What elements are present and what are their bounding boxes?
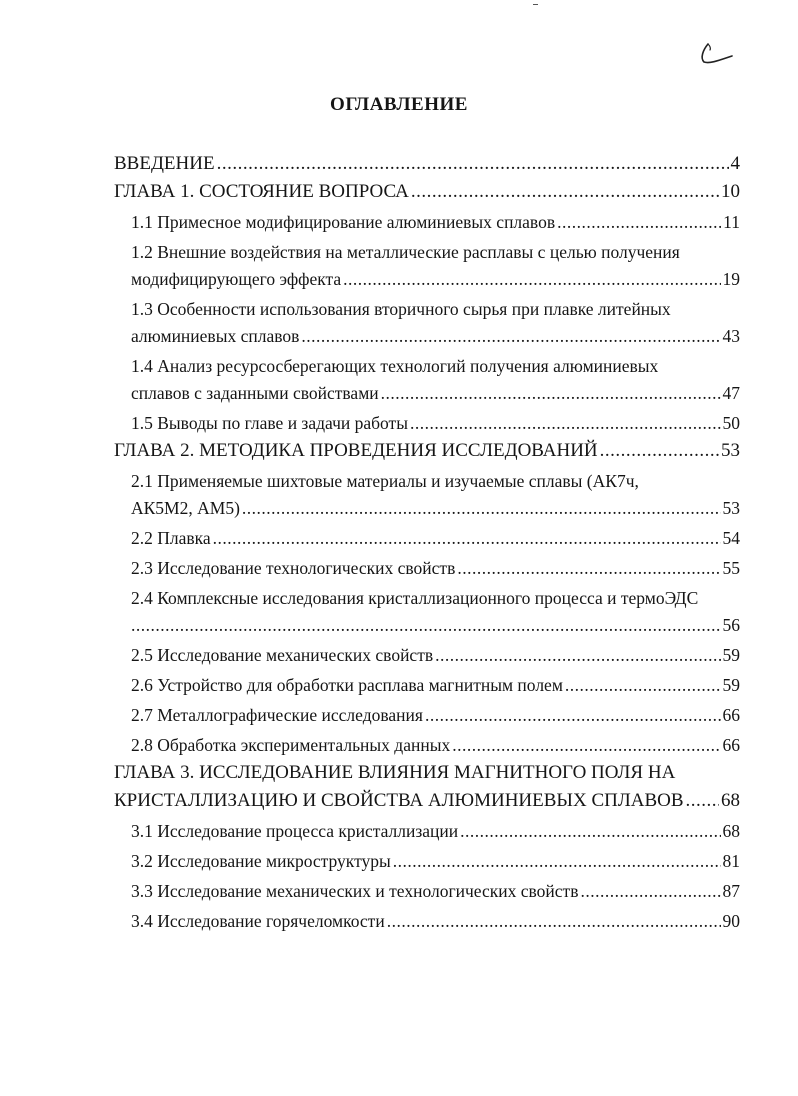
dot-leader [600,437,719,465]
toc-entry-chapter-3[interactable] [114,759,740,815]
toc-page-number: 53 [721,440,740,461]
toc-page-number: 55 [722,558,740,578]
toc-page-number: 59 [722,675,740,695]
toc-entry-2-1[interactable] [114,468,740,522]
toc-entry-title-line2: АК5М2, АМ5) [131,498,240,518]
page-title: ОГЛАВЛЕНИЕ [330,94,468,115]
toc-entry-3-3[interactable] [114,878,740,905]
toc-entry-3-4[interactable] [114,908,740,935]
toc-entry-3-2[interactable] [114,848,740,875]
toc-entry-title-line1: 2.4 Комплексные исследования кристаллизационного процесса и термоЭДС [131,588,699,608]
toc-entry-2-6[interactable] [114,672,740,699]
dot-leader [393,848,721,875]
dot-leader [460,818,720,845]
toc-page-number: 11 [723,212,740,232]
toc-page-number: 81 [722,851,740,871]
toc-entry-2-4[interactable] [114,585,740,639]
toc-page-number: 68 [722,821,740,841]
toc-entry-title: 2.2 Плавка [131,528,211,548]
toc-page-number: 4 [730,153,740,174]
toc-page-number: 87 [722,881,740,901]
toc-page-number: 68 [721,790,740,811]
dot-leader [565,672,721,699]
toc-entry-1-3[interactable] [114,296,740,350]
toc-entry-title: 3.2 Исследование микроструктуры [131,851,391,871]
toc-page-number: 59 [722,645,740,665]
toc-entry-2-7[interactable] [114,702,740,729]
toc-entry-chapter-2[interactable] [114,437,740,465]
dot-leader [217,150,729,178]
dot-leader [457,555,720,582]
toc-entry-title-line1: 2.1 Применяемые шихтовые материалы и изучаемые сплавы (АК7ч, [131,471,639,491]
toc-entry-1-1[interactable] [114,209,740,236]
toc-page-number: 19 [722,269,740,289]
toc-entry-chapter-1[interactable] [114,178,740,206]
toc-entry-title: ГЛАВА 1. СОСТОЯНИЕ ВОПРОСА [114,181,409,202]
toc-entry-title: 2.3 Исследование технологических свойств [131,558,456,578]
toc-entry-2-5[interactable] [114,642,740,669]
toc-page-number: 66 [722,705,740,725]
toc-page-number: 10 [721,181,740,202]
toc-entry-1-4[interactable] [114,353,740,407]
toc-page-number: 66 [722,735,740,755]
toc-entry-title: ГЛАВА 2. МЕТОДИКА ПРОВЕДЕНИЯ ИССЛЕДОВАНИЙ [114,440,598,461]
dot-leader [411,178,719,206]
toc-entry-title: 3.3 Исследование механических и технологических свойств [131,881,579,901]
dot-leader [242,495,721,522]
toc-entry-title-line1: 1.2 Внешние воздействия на металлические расплавы с целью получения [131,242,680,262]
toc-page-number: 43 [722,326,740,346]
toc-entry-title: 2.5 Исследование механических свойств [131,645,434,665]
dot-leader [301,323,720,350]
toc-entry-title: 2.7 Металлографические исследования [131,705,423,725]
toc-entry-title-line2: модифицирующего эффекта [131,269,342,289]
dot-leader [343,266,720,293]
dot-leader [435,642,720,669]
dot-leader [425,702,721,729]
dot-leader [557,209,721,236]
toc-page-number: 50 [722,413,740,433]
dot-leader [381,380,721,407]
table-of-contents [114,150,740,935]
dot-leader [686,787,719,815]
scan-mark [533,4,538,5]
toc-page-number: 54 [722,528,740,548]
toc-entry-title: 2.8 Обработка экспериментальных данных [131,735,451,755]
toc-entry-title: 3.4 Исследование горячеломкости [131,911,385,931]
dot-leader [580,878,720,905]
toc-entry-title-line1: 1.3 Особенности использования вторичного сырья при плавке литейных [131,299,671,319]
toc-entry-title-line2: сплавов с заданными свойствами [131,383,379,403]
toc-page-number: 90 [722,911,740,931]
toc-page-number: 56 [722,615,740,635]
dot-leader [213,525,721,552]
toc-page-number: 53 [722,498,740,518]
dot-leader [131,612,721,639]
toc-entry-title: 3.1 Исследование процесса кристаллизации [131,821,459,841]
toc-entry-1-5[interactable] [114,410,740,437]
toc-entry-title-line2: алюминиевых сплавов [131,326,300,346]
toc-entry-2-3[interactable] [114,555,740,582]
dot-leader [410,410,721,437]
toc-entry-3-1[interactable] [114,818,740,845]
dot-leader [452,732,720,759]
toc-entry-title: ВВЕДЕНИЕ [114,153,215,174]
toc-entry-title-line1: 1.4 Анализ ресурсосберегающих технологий получения алюминиевых [131,356,659,376]
toc-page-number: 47 [722,383,740,403]
toc-entry-title-line1: ГЛАВА 3. ИССЛЕДОВАНИЕ ВЛИЯНИЯ МАГНИТНОГО ПОЛЯ НА [114,762,676,783]
toc-entry-title: 2.6 Устройство для обработки расплава магнитным полем [131,675,563,695]
toc-entry-1-2[interactable] [114,239,740,293]
toc-entry-introduction[interactable] [114,150,740,178]
toc-entry-title: 1.5 Выводы по главе и задачи работы [131,413,408,433]
toc-entry-title-line2: КРИСТАЛЛИЗАЦИЮ И СВОЙСТВА АЛЮМИНИЕВЫХ СПЛАВОВ [114,790,684,811]
toc-entry-2-8[interactable] [114,732,740,759]
toc-entry-2-2[interactable] [114,525,740,552]
toc-entry-title: 1.1 Примесное модифицирование алюминиевых сплавов [131,212,556,232]
dot-leader [387,908,721,935]
handwritten-mark-icon [698,38,734,68]
